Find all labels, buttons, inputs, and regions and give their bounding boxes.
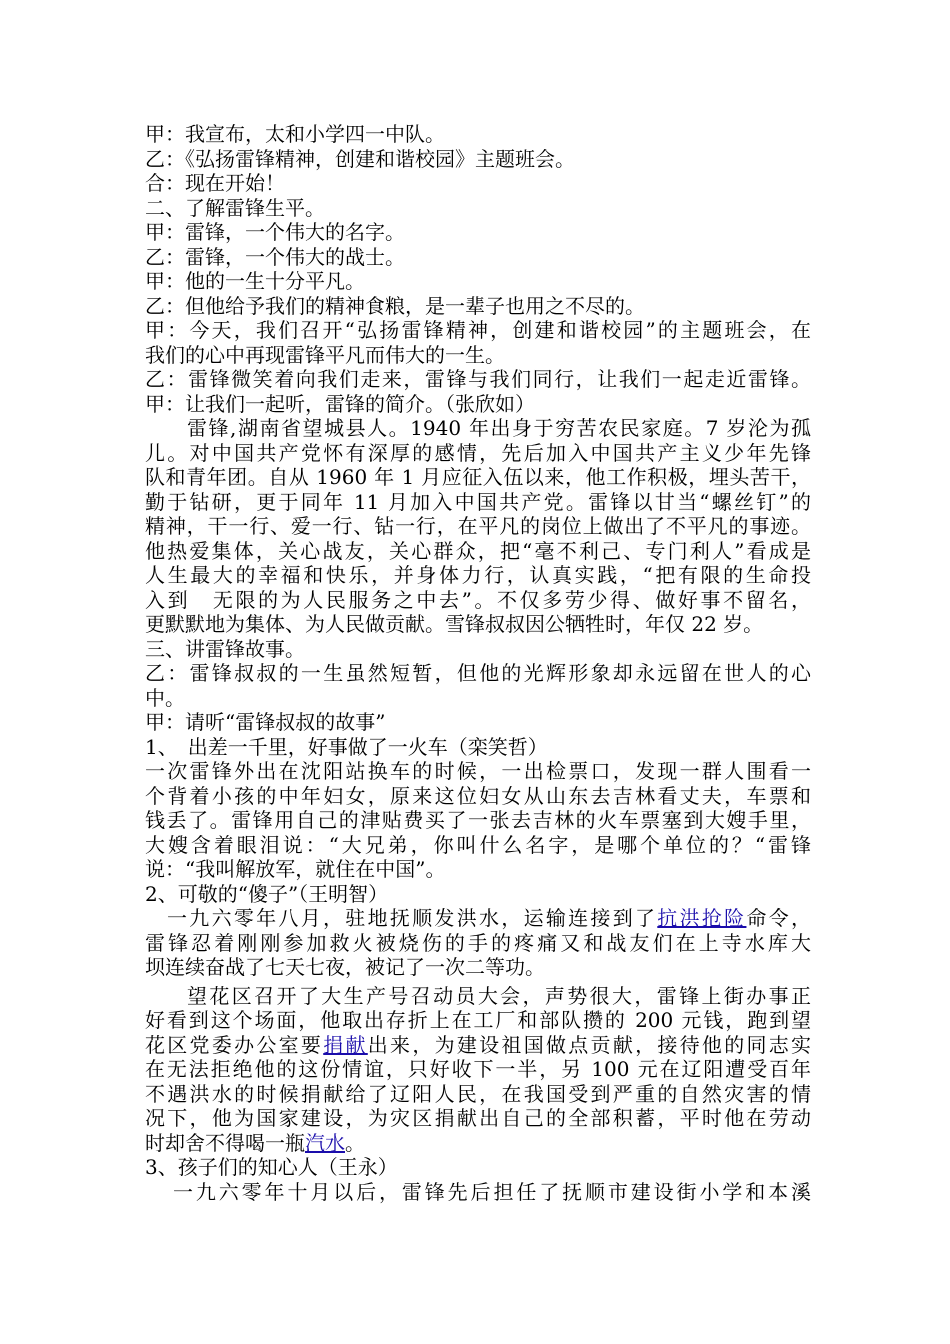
text-line [145, 1033, 811, 1058]
text-line [145, 906, 811, 931]
text-line: 中。 [145, 685, 185, 710]
text-line: 甲：雷锋，一个伟大的名字。 [145, 220, 405, 244]
text-line: 我们的心中再现雷锋平凡而伟大的一生。 [145, 342, 505, 367]
text-line: 望花区召开了大生产号召动员大会，声势很大，雷锋上街办事正 [187, 983, 811, 1008]
text-span: 出来，为建设祖国做点贡献，接待他的同志实 [367, 1032, 811, 1057]
text-line: 乙：雷锋，一个伟大的战士。 [145, 244, 405, 269]
text-line: 甲：请听“雷锋叔叔的故事” [145, 710, 386, 734]
text-span: 命令， [746, 906, 811, 930]
text-line: 甲：今天，我们召开“弘扬雷锋精神，创建和谐校园”的主题班会，在 [145, 318, 811, 342]
text-line: 雷锋,湖南省望城县人。1940 年出身于穷苦农民家庭。7 岁沦为孤 [187, 416, 811, 440]
text-line: 合：现在开始！ [145, 171, 285, 195]
link-flood-rescue[interactable]: 抗洪抢险 [657, 906, 747, 930]
text-line: 说：“我叫解放军，就住在中国”。 [145, 857, 446, 881]
story-heading: 1、 出差一千里，好事做了一火车（栾笑哲） [145, 734, 548, 759]
text-line: 坝连续奋战了七天七夜，被记了一次二等功。 [145, 955, 545, 979]
text-line: 精神，干一行、爱一行、钻一行，在平凡的岗位上做出了不平凡的事迹。 [145, 514, 811, 538]
text-line: 儿。对中国共产党怀有深厚的感情，先后加入中国共产主义少年先锋 [145, 440, 811, 465]
text-line: 队和青年团。自从 1960 年 1 月应征入伍以来，他工作积极，埋头苦干， [145, 465, 811, 489]
text-line: 乙：雷锋叔叔的一生虽然短暂，但他的光辉形象却永远留在世人的心 [145, 661, 811, 685]
text-line: 大嫂含着眼泪说：“大兄弟，你叫什么名字，是哪个单位的？“雷锋 [145, 832, 811, 857]
text-span: 一九六零年八月，驻地抚顺发洪水，运输连接到了 [167, 906, 658, 930]
text-line: 好看到这个场面，他取出存折上在工厂和部队攒的 200 元钱，跑到望 [145, 1008, 811, 1032]
text-line: 入到 无限的为人民服务之中去”。不仅多劳少得、做好事不留名， [145, 587, 811, 612]
text-line: 更默默地为集体、为人民做贡献。雪锋叔叔因公牺牲时，年仅 22 岁。 [145, 612, 764, 636]
story-heading: 3、孩子们的知心人（王永） [145, 1155, 398, 1179]
text-line: 甲：他的一生十分平凡。 [145, 269, 365, 293]
text-line: 乙：雷锋微笑着向我们走来，雷锋与我们同行，让我们一起走近雷锋。 [145, 367, 811, 391]
text-line: 不遇洪水的时候捐献给了辽阳人民，在我国受到严重的自然灾害的情 [145, 1081, 811, 1106]
text-span: 。 [345, 1130, 365, 1155]
text-line: 钱丢了。雷锋用自己的津贴费买了一张去吉林的火车票塞到大嫂手里， [145, 808, 811, 832]
section-heading: 二、了解雷锋生平。 [145, 195, 325, 220]
text-line [145, 1131, 811, 1156]
document-body [145, 122, 811, 1204]
text-line: 乙：但他给予我们的精神食粮，是一辈子也用之不尽的。 [145, 293, 645, 318]
text-line: 个背着小孩的中年妇女，原来这位妇女从山东去吉林看丈夫，车票和 [145, 783, 811, 808]
text-line: 雷锋忍着刚刚参加救火被烧伤的手的疼痛又和战友们在上寺水库大 [145, 930, 811, 955]
text-line: 人生最大的幸福和快乐，并身体力行，认真实践，“把有限的生命投 [145, 563, 811, 587]
text-line: 在无法拒绝他的这份情谊，只好收下一半，另 100 元在辽阳遭受百年 [145, 1057, 811, 1081]
text-span: 花区党委办公室要 [145, 1032, 324, 1057]
text-line: 勤于钻研，更于同年 11 月加入中国共产党。雷锋以甘当“螺丝钉”的 [145, 489, 811, 514]
text-span: 时却舍不得喝一瓶 [145, 1130, 305, 1155]
text-line: 一次雷锋外出在沈阳站换车的时候，一出检票口，发现一群人围看一 [145, 759, 811, 783]
text-line: 他热爱集体，关心战友，关心群众，把“毫不利己、专门利人”看成是 [145, 538, 811, 563]
text-line: 况下，他为国家建设，为灾区捐献出自己的全部积蓄，平时他在劳动 [145, 1106, 811, 1130]
text-line: 乙：《弘扬雷锋精神，创建和谐校园》主题班会。 [145, 146, 575, 171]
link-soda[interactable]: 汽水 [305, 1130, 345, 1155]
text-line: 甲：我宣布，太和小学四一中队。 [145, 122, 445, 146]
text-line: 甲：让我们一起听，雷锋的简介。（张欣如） [145, 391, 535, 416]
link-donate[interactable]: 捐献 [323, 1032, 368, 1057]
section-heading: 三、讲雷锋故事。 [145, 636, 305, 661]
story-heading: 2、可敬的“傻子”（王明智） [145, 881, 389, 906]
text-line: 一九六零年十月以后，雷锋先后担任了抚顺市建设街小学和本溪 [173, 1179, 811, 1204]
